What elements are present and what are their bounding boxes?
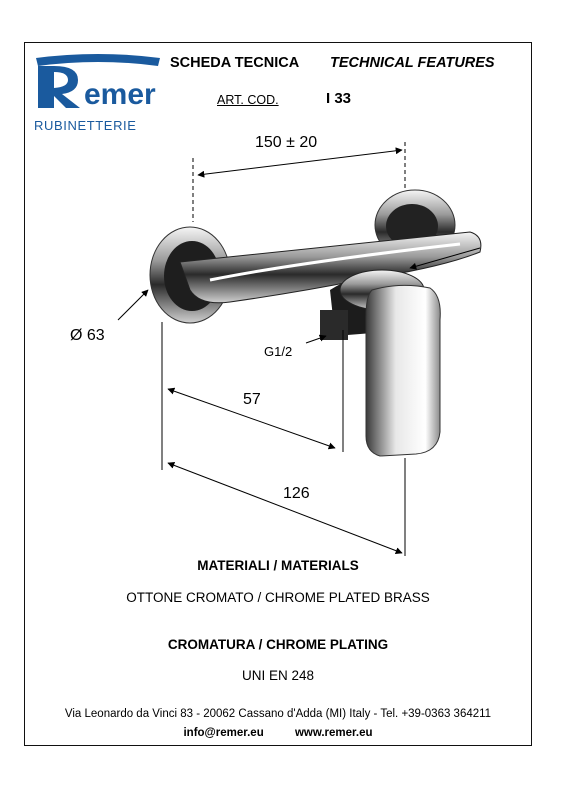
leader-diameter xyxy=(118,290,148,320)
title-english: TECHNICAL FEATURES xyxy=(330,55,495,71)
footer-address: Via Leonardo da Vinci 83 - 20062 Cassano d'Adda (MI) Italy - Tel. +39-0363 364211 xyxy=(64,708,492,720)
dim-depth-a-label: 57 xyxy=(243,391,261,408)
plating-value: UNI EN 248 xyxy=(241,668,315,683)
dim-thread-label: G1/2 xyxy=(264,344,293,359)
dim-diameter-label: Ø 63 xyxy=(70,327,105,344)
dim-width-label: 150 ± 20 xyxy=(255,134,318,151)
footer-contacts xyxy=(24,727,532,739)
plating-heading: CROMATURA / CHROME PLATING xyxy=(167,637,389,652)
footer-website[interactable]: www.remer.eu xyxy=(294,727,373,739)
materials-value: OTTONE CROMATO / CHROME PLATED BRASS xyxy=(126,590,430,605)
dim-depth-b-label: 126 xyxy=(283,485,310,502)
materials-heading: MATERIALI / MATERIALS xyxy=(197,558,359,573)
art-code-value: I 33 xyxy=(326,90,352,107)
svg-text:emer: emer xyxy=(84,78,156,111)
footer-email[interactable]: info@remer.eu xyxy=(183,727,264,739)
title-italian: SCHEDA TECNICA xyxy=(170,55,300,71)
dim-line-depth-b xyxy=(168,463,402,553)
logo-subtitle: RUBINETTERIE xyxy=(34,118,137,133)
art-code-label: ART. COD. xyxy=(217,93,279,107)
dim-line-width xyxy=(198,150,402,175)
